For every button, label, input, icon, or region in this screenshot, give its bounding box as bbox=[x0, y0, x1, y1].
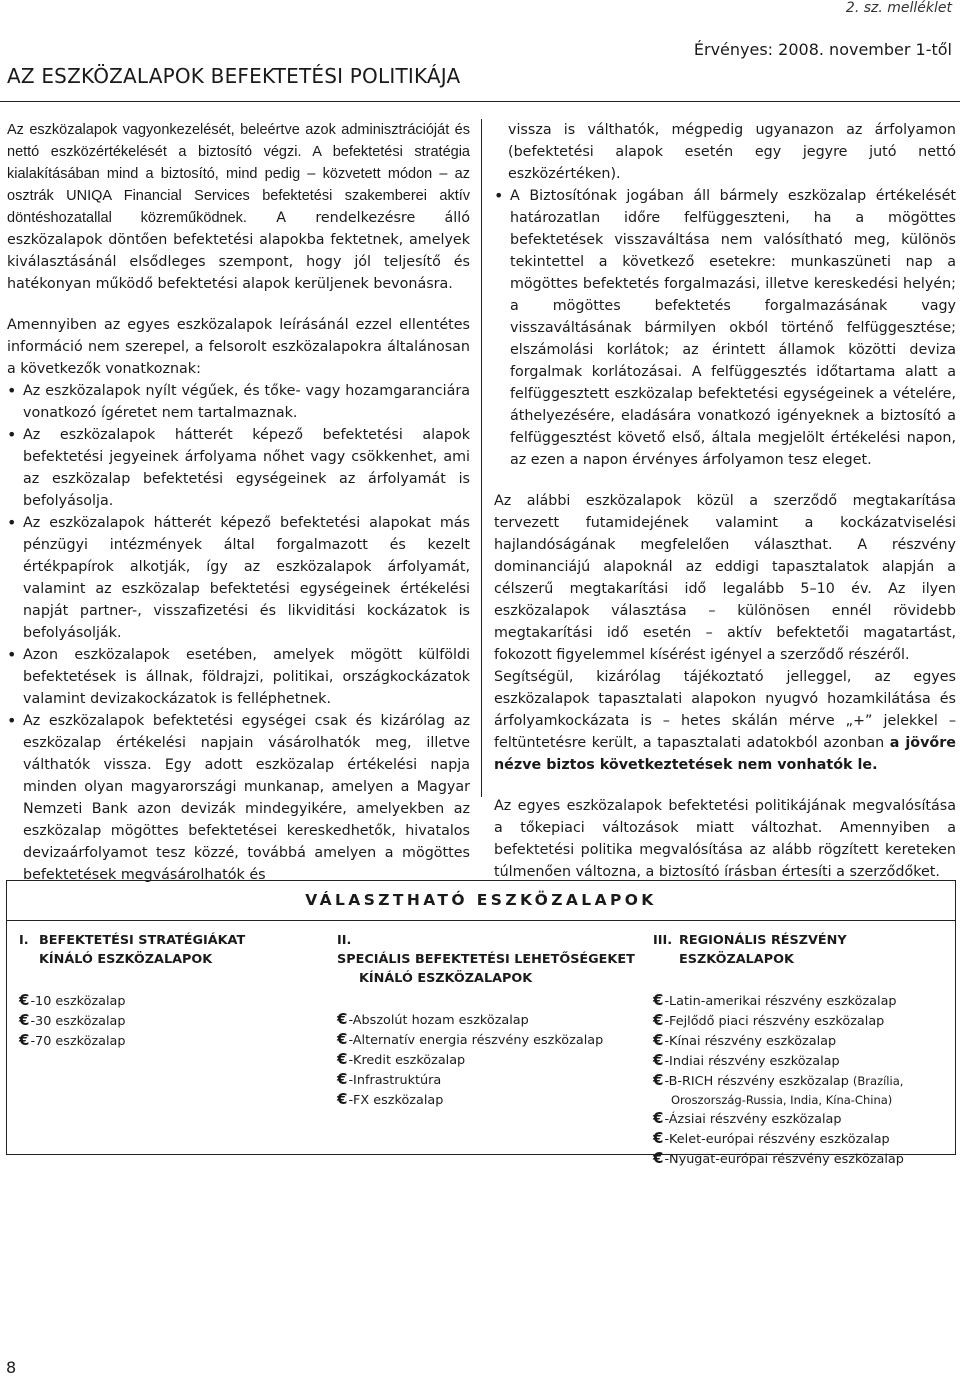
list-item bbox=[337, 1030, 647, 1050]
list-item bbox=[653, 1109, 953, 1129]
fund-name: -10 eszközalap bbox=[30, 994, 126, 1009]
intro-paragraph bbox=[7, 119, 470, 295]
list-item bbox=[337, 1090, 647, 1110]
list-item bbox=[337, 1010, 647, 1030]
general-rules-list bbox=[7, 380, 470, 886]
right-column bbox=[494, 119, 956, 883]
euro-icon: € bbox=[653, 991, 664, 1009]
fund-name: -Nyugat-európai részvény eszközalap bbox=[664, 1152, 904, 1167]
continued-paragraph: vissza is válthatók, mégpedig ugyanazon az árfolyamon (befektetési alapok esetén egy jegyre jutó nettó eszközértéken). bbox=[508, 122, 956, 182]
fund-name: -Kelet-európai részvény eszközalap bbox=[664, 1132, 890, 1147]
fund-selection-table bbox=[6, 880, 956, 1167]
fund-name: -B-RICH részvény eszközalap bbox=[664, 1074, 849, 1089]
euro-icon: € bbox=[19, 991, 30, 1009]
table-title: VÁLASZTHATÓ ESZKÖZALAPOK bbox=[305, 891, 657, 909]
fund-name: -Abszolút hozam eszközalap bbox=[348, 1013, 529, 1028]
rating-paragraph bbox=[494, 666, 956, 776]
annex-label: 2. sz. melléklet bbox=[845, 0, 952, 16]
list-item bbox=[653, 991, 953, 1011]
list-item bbox=[337, 1050, 647, 1070]
suspension-list bbox=[494, 185, 956, 471]
euro-icon: € bbox=[653, 1031, 664, 1049]
euro-icon: € bbox=[337, 1090, 348, 1108]
fund-name: -Kínai részvény eszközalap bbox=[664, 1034, 837, 1049]
fund-name: -Fejlődő piaci részvény eszközalap bbox=[664, 1014, 885, 1029]
fund-name: -FX eszközalap bbox=[348, 1093, 444, 1108]
list-item bbox=[19, 1031, 319, 1051]
euro-icon: € bbox=[337, 1070, 348, 1088]
special-funds-column bbox=[337, 931, 647, 1110]
list-item bbox=[653, 1071, 953, 1091]
left-column bbox=[7, 119, 470, 886]
fund-name: -Indiai részvény eszközalap bbox=[664, 1054, 840, 1069]
brich-note-continued: Oroszország-Russia, India, Kína-China) bbox=[671, 1093, 893, 1107]
euro-icon: € bbox=[653, 1051, 664, 1069]
euro-icon: € bbox=[19, 1011, 30, 1029]
column-header bbox=[337, 931, 647, 988]
column-header-line2: ESZKÖZALAPOK bbox=[679, 952, 794, 967]
list-item bbox=[653, 1031, 953, 1051]
list-item: • Az eszközalapok nyílt végűek, és tőke- vagy hozamgaranciára vonatkozó ígéretet nem tartalmaznak. bbox=[7, 380, 470, 424]
general-rules-paragraph: Amennyiben az egyes eszközalapok leírásánál ezzel ellentétes információ nem szerepel, a felsorolt eszközalapokra általánosan a következők vonatkoznak: bbox=[7, 317, 470, 377]
page-number: 8 bbox=[6, 1358, 17, 1377]
list-item bbox=[653, 1051, 953, 1071]
euro-icon: € bbox=[19, 1031, 30, 1049]
rating-warning: a jövőre nézve biztos következtetések nem vonhatók le. bbox=[494, 735, 956, 773]
euro-icon: € bbox=[337, 1050, 348, 1068]
euro-icon: € bbox=[653, 1011, 664, 1029]
fund-name: -Kredit eszközalap bbox=[348, 1053, 466, 1068]
euro-icon: € bbox=[653, 1149, 664, 1167]
list-item bbox=[19, 1011, 319, 1031]
selection-paragraph: Az alábbi eszközalapok közül a szerződő megtakarítása tervezett futamidejének valamint a kockázatviselési hajlandóságának megfelelően választhat. A részvény dominanciájú alapoknál az eddigi tapasztalatok alapján a célszerű megtakarítási idő legalább 5–10 év. Az ilyen eszközalapok választása – különösen ennél rövidebb megtakarítási idő esetén – aktív befektetői magatartást, fokozott figyelemmel kísérést igényel a szerződő részéről. bbox=[494, 493, 956, 663]
column-number: II. bbox=[337, 933, 352, 948]
valid-from-date: Érvényes: 2008. november 1-től bbox=[693, 40, 952, 59]
policy-change-paragraph: Az egyes eszközalapok befektetési politikájának megvalósítása a tőkepiaci változások miatt változhat. Amennyiben a befektetési politika megvalósítása az alább rögzített kereteken túlmenően változna, a biztosító írásban értesíti a szerződőket. bbox=[494, 798, 956, 880]
column-header-line1: REGIONÁLIS RÉSZVÉNY bbox=[679, 933, 847, 948]
strategy-funds-column bbox=[19, 931, 319, 1051]
intro-text-part1: Az eszközalapok vagyonkezelését, beleértve azok adminisztrációját és nettó eszközértékelését a biztosító végzi. A befektetési stratégia kialakításában mind a biztosító, mind pedig – közvetett módon – az osztrák UNIQA Financial Services befektetési szakemberei aktív döntéshozatallal közreműködnek. bbox=[7, 122, 470, 226]
page-title: AZ ESZKÖZALAPOK BEFEKTETÉSI POLITIKÁJA bbox=[7, 64, 461, 88]
intro-text-part2: A rendelkezésre álló eszközalapok döntően befektetési alapokba fektetnek, amelyek kiválasztásánál elsődleges szempont, hogy jól teljesítő és hatékonyan működő befektetési alapok kerüljenek bevonásra. bbox=[7, 210, 470, 292]
column-divider bbox=[481, 119, 482, 797]
fund-name: -30 eszközalap bbox=[30, 1014, 126, 1029]
list-item bbox=[337, 1070, 647, 1090]
table-rule bbox=[7, 920, 955, 921]
column-header bbox=[653, 931, 953, 969]
column-header-line1: BEFEKTETÉSI STRATÉGIÁKAT bbox=[39, 933, 246, 948]
column-number: I. bbox=[19, 933, 29, 948]
column-header-line2: KÍNÁLÓ ESZKÖZALAPOK bbox=[39, 952, 213, 967]
list-item bbox=[653, 1149, 953, 1169]
fund-name: -70 eszközalap bbox=[30, 1034, 126, 1049]
column-header-line2: KÍNÁLÓ ESZKÖZALAPOK bbox=[359, 971, 533, 986]
brich-note: (Brazília, bbox=[852, 1074, 904, 1088]
list-item bbox=[653, 1011, 953, 1031]
list-item bbox=[19, 991, 319, 1011]
euro-icon: € bbox=[337, 1010, 348, 1028]
regional-funds-column bbox=[653, 931, 953, 1169]
list-item: • Az eszközalapok befektetési egységei csak és kizárólag az eszközalap értékelési napjain vásárolhatók meg, illetve válthatók vissza. Egy adott eszközalap értékelési napja minden olyan magyarországi munkanap, amelyen a Magyar Nemzeti Bank azon devizák mindegyikére, amelyekben az eszközalap mögöttes befektetései kereskedhetők, hivatalos devizaárfolyamot tesz közzé, továbbá amelyen a mögöttes befektetések megvásárolhatók és bbox=[7, 710, 470, 886]
list-item bbox=[653, 1129, 953, 1149]
fund-name: -Latin-amerikai részvény eszközalap bbox=[664, 994, 897, 1009]
rating-text: Segítségül, kizárólag tájékoztató jelleggel, az egyes eszközalapok tapasztalati alapokon nyugvó hozamkilátása és árfolyamkockázata is – hetes skálán mérve „+” jelekkel – feltüntetésre került, a tapasztalati adatokból azonban bbox=[494, 669, 956, 751]
title-rule bbox=[0, 101, 960, 102]
euro-icon: € bbox=[337, 1030, 348, 1048]
list-item: • Az eszközalapok hátterét képező befektetési alapok befektetési jegyeinek árfolyama nőhet vagy csökkenhet, ami az eszközalap befektetési egységeinek az árfolyamát is befolyásolja. bbox=[7, 424, 470, 512]
euro-icon: € bbox=[653, 1109, 664, 1127]
fund-name: -Ázsiai részvény eszközalap bbox=[664, 1112, 842, 1127]
column-header-line1: SPECIÁLIS BEFEKTETÉSI LEHETŐSÉGEKET bbox=[337, 952, 635, 967]
column-header bbox=[19, 931, 319, 969]
column-number: III. bbox=[653, 933, 673, 948]
euro-icon: € bbox=[653, 1071, 664, 1089]
fund-name: -Infrastruktúra bbox=[348, 1073, 442, 1088]
euro-icon: € bbox=[653, 1129, 664, 1147]
list-item: • Azon eszközalapok esetében, amelyek mögött külföldi befektetések is állnak, földrajzi, politikai, országkockázatok valamint devizakockázatok is felléphetnek. bbox=[7, 644, 470, 710]
list-item: • Az eszközalapok hátterét képező befektetési alapokat más pénzügyi intézmények által forgalmazott és kezelt értékpapírok alkotják, így az eszközalapok árfolyamát, valamint az eszközalap befektetési egységeinek értékelési napját partner-, visszafizetési és likviditási kockázatok is befolyásolják. bbox=[7, 512, 470, 644]
fund-name: -Alternatív energia részvény eszközalap bbox=[348, 1033, 604, 1048]
list-item: • A Biztosítónak jogában áll bármely eszközalap értékelését határozatlan időre felfüggeszteni, ha a mögöttes befektetések visszaváltása nem valósítható meg, különös tekintettel a következő esetekre: munkaszüneti nap a mögöttes befektetés forgalmazási, illetve kereskedési helyén; a mögöttes befektetés forgalmazásának vagy visszaváltásának bármilyen okból történő felfüggesztése; elszámolási korlátok; az érintett államok közötti deviza forgalmak korlátozásai. A felfüggesztés időtartama alatt a felfüggesztett eszközalap befektetési egységeinek a vételére, áthelyezésére, eladására vonatkozó igényeknek a biztosító a felfüggesztést követő első, általa megjelölt értékelési napon, az ezen a napon érvényes árfolyamon tesz eleget. bbox=[494, 185, 956, 471]
